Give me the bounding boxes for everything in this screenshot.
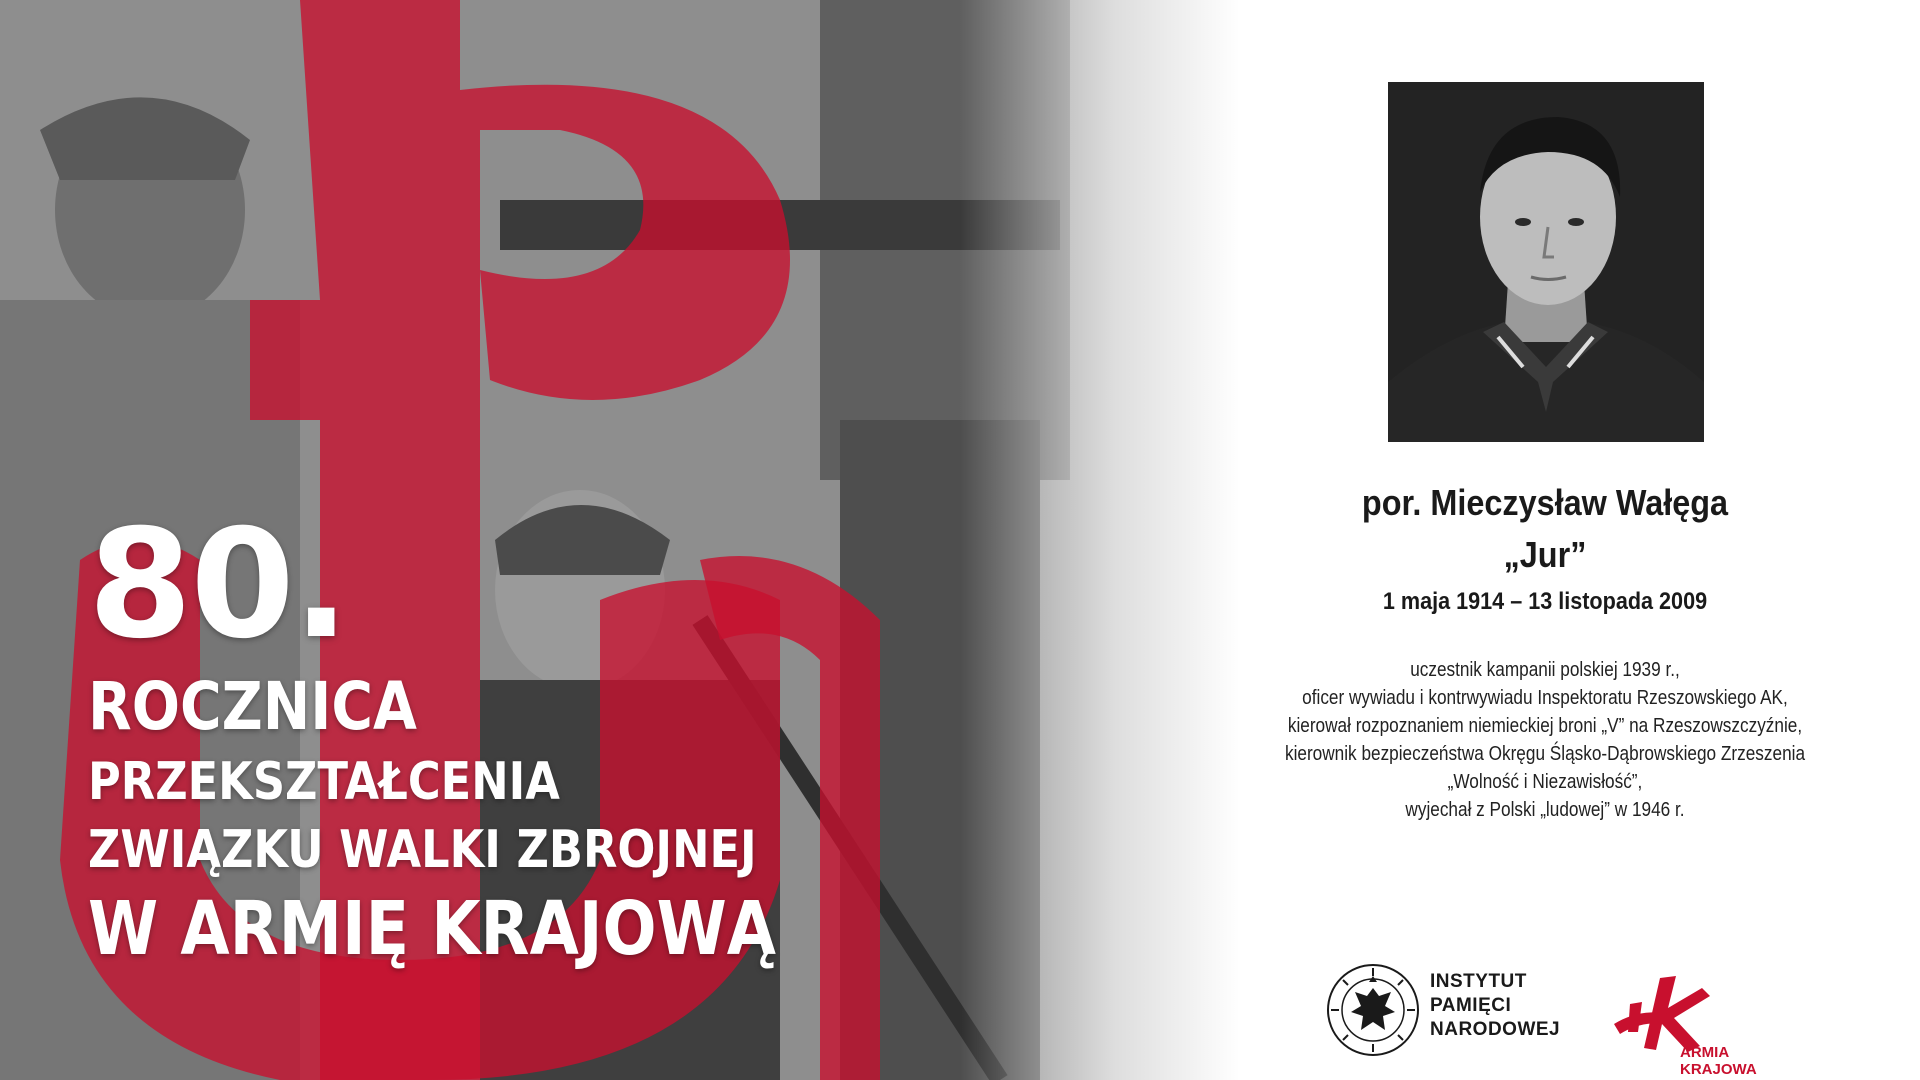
ipn-text-line: NARODOWEJ	[1430, 1019, 1561, 1040]
bio-line: kierownik bezpieczeństwa Okręgu Śląsko-Dąbrowskiego Zrzeszenia	[1284, 743, 1806, 765]
ipn-text-line: INSTYTUT	[1430, 971, 1527, 992]
bio-line: kierował rozpoznaniem niemieckiej broni „V” na Rzeszowszczyźnie,	[1287, 715, 1803, 737]
portrait-image	[1388, 82, 1704, 442]
ipn-text-line: PAMIĘCI	[1430, 995, 1512, 1016]
anniversary-headline	[88, 498, 888, 972]
officer-life-dates: 1 maja 1914 – 13 listopada 2009	[1382, 588, 1708, 615]
ak-text-line: KRAJOWA	[1680, 1061, 1757, 1078]
bio-line: wyjechał z Polski „ludowej” w 1946 r.	[1405, 799, 1685, 821]
headline-line-3: ZWIĄZKU WALKI ZBROJNEJ	[88, 820, 757, 880]
bio-line: „Wolność i Niezawisłość”,	[1447, 771, 1643, 793]
ipn-eagle-seal-icon	[1325, 962, 1421, 1058]
headline-line-2: PRZEKSZTAŁCENIA	[88, 752, 560, 812]
bio-line: oficer wywiadu i kontrwywiadu Inspektoratu Rzeszowskiego AK,	[1302, 687, 1788, 709]
headline-number: 80.	[88, 498, 348, 672]
bio-line: uczestnik kampanii polskiej 1939 r.,	[1410, 659, 1680, 681]
headline-line-4: W ARMIĘ KRAJOWĄ	[88, 886, 777, 972]
officer-portrait	[1388, 82, 1704, 442]
ipn-logo-text	[1430, 970, 1560, 1042]
officer-name: por. Mieczysław Wałęga	[1361, 482, 1729, 523]
headline-line-1: ROCZNICA	[88, 668, 417, 745]
officer-biography	[1230, 656, 1860, 824]
ak-text-line: ARMIA	[1680, 1044, 1730, 1061]
officer-alias: „Jur”	[1503, 534, 1587, 575]
ak-logo-text	[1680, 1044, 1757, 1078]
